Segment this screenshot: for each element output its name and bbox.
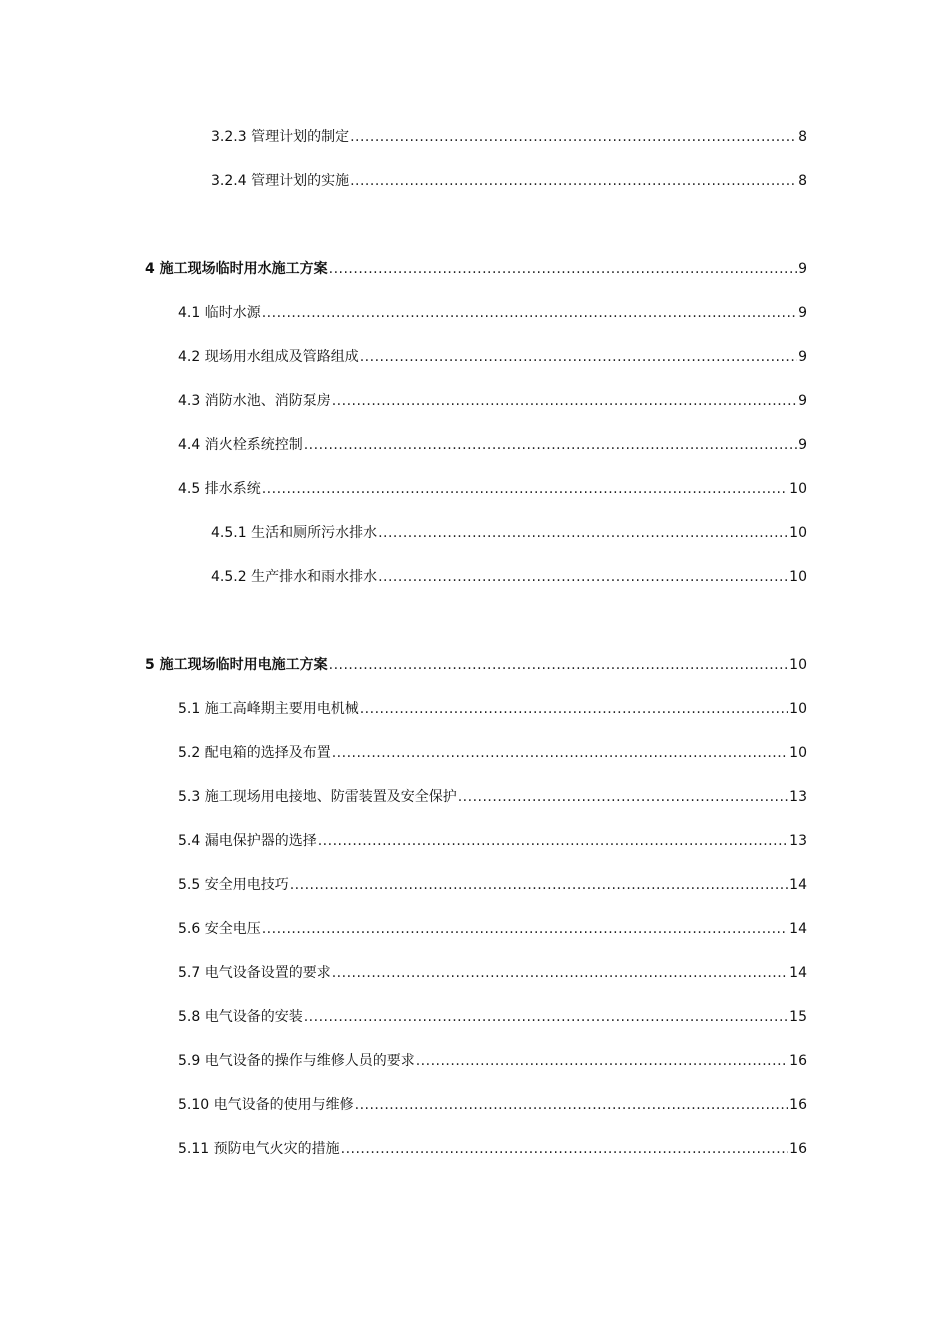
toc-dot-leader: [332, 961, 788, 985]
toc-entry-page: 8: [798, 173, 807, 189]
toc-entry-title: 4.5 排水系统: [178, 481, 261, 497]
toc-dot-leader: [290, 873, 788, 897]
toc-dot-leader: [416, 1049, 788, 1073]
toc-entry-3-2-3[interactable]: [211, 125, 807, 149]
toc-entry-page: 10: [789, 745, 807, 761]
toc-entry-page: 9: [798, 437, 807, 453]
toc-entry-5-7[interactable]: [178, 961, 807, 985]
toc-entry-page: 14: [789, 921, 807, 937]
toc-entry-page: 9: [798, 393, 807, 409]
toc-entry-page: 14: [789, 877, 807, 893]
toc-entry-4-1[interactable]: [178, 301, 807, 325]
toc-entry-page: 10: [789, 525, 807, 541]
toc-dot-leader: [332, 741, 788, 765]
toc-entry-page: 10: [789, 481, 807, 497]
toc-entry-5-8[interactable]: [178, 1005, 807, 1029]
toc-entry-title: 5.2 配电箱的选择及布置: [178, 745, 331, 761]
toc-entry-4-5-2[interactable]: [211, 565, 807, 589]
toc-entry-title: 5.5 安全用电技巧: [178, 877, 289, 893]
toc-entry-page: 13: [789, 789, 807, 805]
toc-dot-leader: [329, 257, 797, 281]
toc-entry-page: 9: [798, 261, 807, 277]
toc-entry-4-4[interactable]: [178, 433, 807, 457]
toc-entry-5-9[interactable]: [178, 1049, 807, 1073]
toc-entry-3-2-4[interactable]: [211, 169, 807, 193]
toc-entry-page: 16: [789, 1141, 807, 1157]
toc-entry-title: 5.3 施工现场用电接地、防雷装置及安全保护: [178, 789, 457, 805]
toc-entry-page: 8: [798, 129, 807, 145]
toc-entry-4-5-1[interactable]: [211, 521, 807, 545]
toc-entry-page: 10: [789, 701, 807, 717]
toc-entry-page: 10: [789, 569, 807, 585]
toc-dot-leader: [304, 1005, 788, 1029]
toc-entry-title: 4.5.2 生产排水和雨水排水: [211, 569, 378, 585]
toc-dot-leader: [262, 301, 797, 325]
toc-entry-title: 5.10 电气设备的使用与维修: [178, 1097, 354, 1113]
toc-entry-5-11[interactable]: [178, 1137, 807, 1161]
toc-dot-leader: [350, 125, 797, 149]
toc-entry-title: 3.2.3 管理计划的制定: [211, 129, 350, 145]
toc-entry-page: 16: [789, 1097, 807, 1113]
toc-dot-leader: [360, 345, 797, 369]
toc-dot-leader: [378, 565, 788, 589]
toc-entry-title: 5.6 安全电压: [178, 921, 261, 937]
toc-dot-leader: [341, 1137, 789, 1161]
toc-entry-5[interactable]: [145, 653, 807, 677]
toc-entry-5-1[interactable]: [178, 697, 807, 721]
toc-entry-page: 10: [789, 657, 807, 673]
toc-entry-title: 5.9 电气设备的操作与维修人员的要求: [178, 1053, 415, 1069]
toc-entry-title: 4.4 消火栓系统控制: [178, 437, 303, 453]
toc-entry-title: 5.8 电气设备的安装: [178, 1009, 303, 1025]
toc-entry-title: 4.3 消防水池、消防泵房: [178, 393, 331, 409]
toc-entry-page: 15: [789, 1009, 807, 1025]
toc-entry-title: 5.7 电气设备设置的要求: [178, 965, 331, 981]
toc-dot-leader: [355, 1093, 789, 1117]
toc-entry-5-6[interactable]: [178, 917, 807, 941]
toc-entry-4[interactable]: [145, 257, 807, 281]
toc-dot-leader: [262, 917, 788, 941]
toc-dot-leader: [350, 169, 797, 193]
toc-dot-leader: [318, 829, 788, 853]
toc-entry-page: 16: [789, 1053, 807, 1069]
toc-dot-leader: [360, 697, 788, 721]
toc-entry-title: 4.5.1 生活和厕所污水排水: [211, 525, 378, 541]
toc-entry-page: 13: [789, 833, 807, 849]
toc-dot-leader: [378, 521, 788, 545]
toc-entry-4-2[interactable]: [178, 345, 807, 369]
toc-entry-5-5[interactable]: [178, 873, 807, 897]
toc-entry-page: 9: [798, 305, 807, 321]
toc-entry-title: 3.2.4 管理计划的实施: [211, 173, 350, 189]
toc-dot-leader: [262, 477, 788, 501]
toc-dot-leader: [458, 785, 788, 809]
toc-entry-4-5[interactable]: [178, 477, 807, 501]
toc-entry-5-2[interactable]: [178, 741, 807, 765]
toc-entry-page: 9: [798, 349, 807, 365]
toc-entry-title: 5 施工现场临时用电施工方案: [145, 657, 328, 673]
toc-dot-leader: [332, 389, 797, 413]
toc-entry-title: 5.11 预防电气火灾的措施: [178, 1141, 340, 1157]
toc-entry-title: 4 施工现场临时用水施工方案: [145, 261, 328, 277]
toc-dot-leader: [304, 433, 797, 457]
toc-entry-title: 4.1 临时水源: [178, 305, 261, 321]
toc-dot-leader: [329, 653, 789, 677]
toc-entry-4-3[interactable]: [178, 389, 807, 413]
toc-entry-5-4[interactable]: [178, 829, 807, 853]
toc-entry-title: 4.2 现场用水组成及管路组成: [178, 349, 359, 365]
toc-entry-page: 14: [789, 965, 807, 981]
toc-entry-title: 5.1 施工高峰期主要用电机械: [178, 701, 359, 717]
toc-entry-5-3[interactable]: [178, 785, 807, 809]
toc-entry-title: 5.4 漏电保护器的选择: [178, 833, 317, 849]
toc-entry-5-10[interactable]: [178, 1093, 807, 1117]
